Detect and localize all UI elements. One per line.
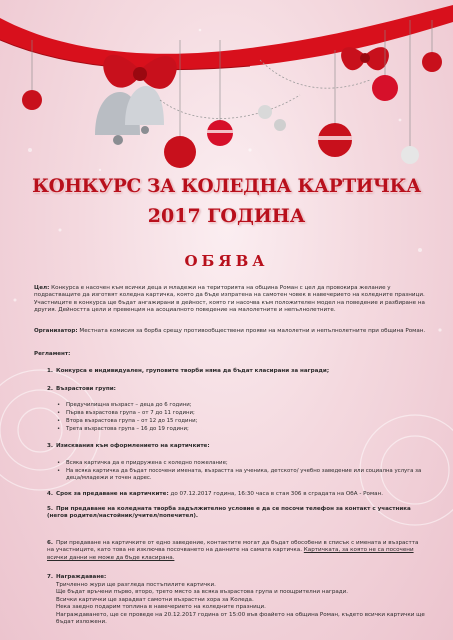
organizer-paragraph (34, 328, 430, 335)
awards-text: Тричленно жури ще разгледа постъпилите картички. Ще бъдат връчени първо, второ, трето място за всяка възрастова група и поощрителни награди. Всички картички ще зарадват самотни възрастни хора за Коледа. Нека заедно подарим топлина в навечерието на коледните празници. Награждаването, ще се проведе на 20.12.2017 година от 15:00 във фоайето на община Роман, където всички картички ще бъдат изложени. (56, 582, 425, 626)
age-group-item: • Първа възрастова група – от 7 до 11 години; (66, 410, 426, 417)
organizer-text: Местната комисия за борба срещу противообществени прояви на малолетни и непълнолетните при община Роман. (79, 328, 426, 334)
age-group-item: • Втора възрастова група – от 12 до 15 години; (66, 418, 426, 425)
page-title: КОНКУРС ЗА КОЛЕДНА КАРТИЧКА (32, 176, 421, 197)
goal-paragraph (34, 285, 430, 315)
organizer-label: Организатор: (34, 328, 78, 334)
announcement-heading: ОБЯВА (184, 252, 269, 270)
regulation-label: Регламент: (34, 351, 71, 357)
age-group-item: • Трета възрастова група – 16 до 19 години; (66, 426, 426, 433)
rule-item-1: 1. Конкурса е индивидуален, груповите творби няма да бъдат класирани за награди; (47, 368, 330, 374)
page-subtitle-year: 2017 ГОДИНА (147, 205, 306, 227)
goal-text: Конкурса е насочен към всички деца и младежи на територията на община Роман с цел да провокира желание у подрастващите да изготвят коледна картичка, която да бъде изпратена на самотен човек в навечерието на коледните празници. Участниците в конкурса ще бъдат ангажирани в дейност, която ги насочва към положителен модел на поведение и разбиране на другия. Дейността цели и превенция на асоциалното поведение на малолетните и непълнолетните. (34, 285, 425, 314)
goal-label: Цел: (34, 285, 50, 291)
rule-item-2: 2. Възрастови групи: (47, 386, 116, 392)
rule-item-4: 4. Срок за предаване на картичките: до 07.12.2017 година, 16:30 часа в стая 306 в сградата на ОбА - Роман. (47, 491, 384, 497)
requirement-item: • На всяка картичка да бъдат посочени имената, възрастта на ученика, детското/ учебно заведение или социална услуга за деца/младежи и точен адрес. (66, 468, 426, 482)
requirement-item: • Всяка картичка да е придружена с коледно пожелание; (66, 460, 426, 467)
rule-item-6: 6. При предаване на картичките от едно заведение, контактите могат да бъдат обособени в списък с имената и възрастта на участниците, като това не изключва посочването на данните на самата картичка. Картичката, за която не са посочени всички данни не може да бъде класирана. (47, 540, 419, 561)
missing-data-warning: Картичката, за която не са посочени всички данни не може да бъде класирана. (47, 547, 414, 561)
rule-item-5: 5. При предаване на коледната творба задължително условие е да се посочи телефон за контакт с участника (негов родител/настойник/учител/попечител). (47, 506, 411, 520)
age-group-item: • Предучилищна възраст – деца до 6 години; (66, 402, 426, 409)
rule-item-3: 3. Изисквания към оформлението на картичките: (47, 443, 210, 449)
rule-item-7: 7. Награждаване: (47, 574, 107, 580)
